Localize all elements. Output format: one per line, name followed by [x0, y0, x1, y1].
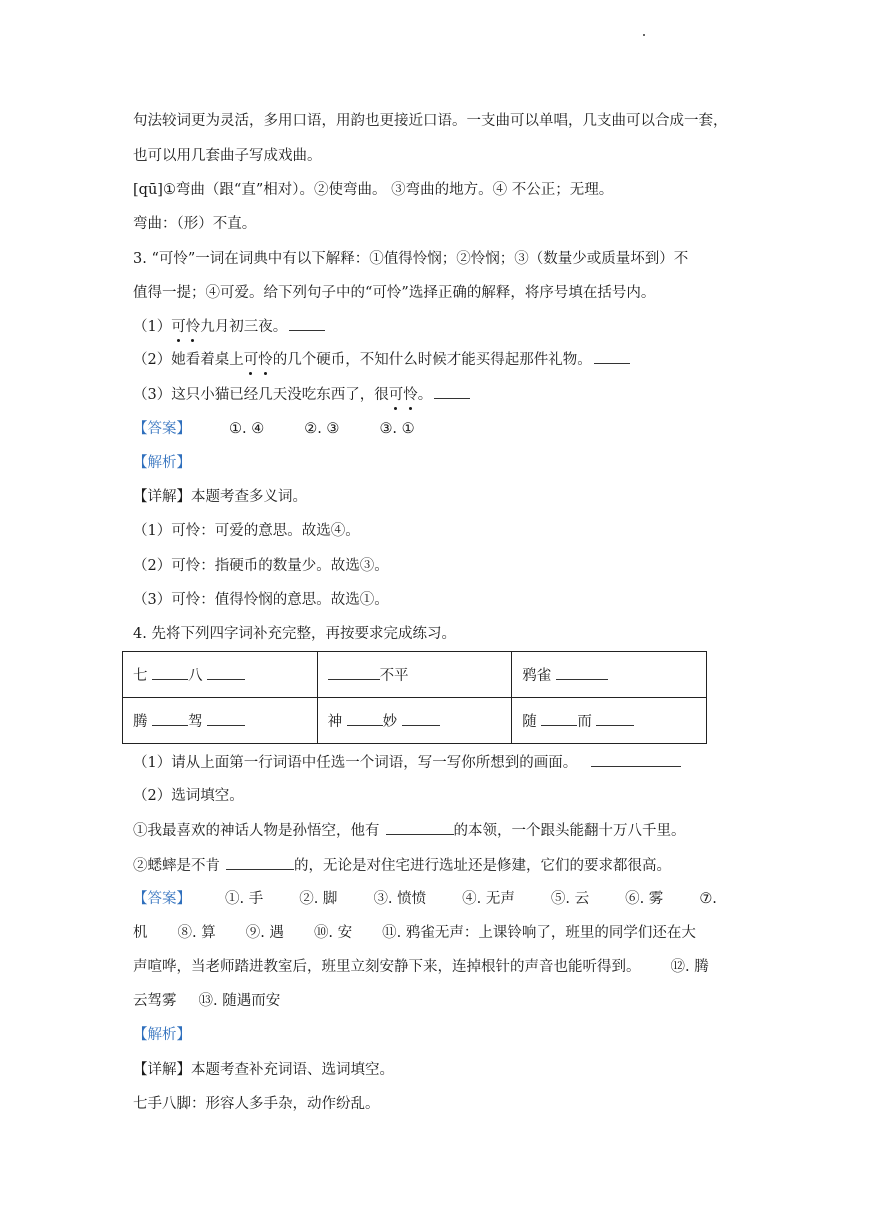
answer-item: ②. ③	[304, 421, 340, 437]
answer-blank[interactable]	[226, 855, 294, 870]
answer-blank[interactable]	[541, 711, 577, 726]
qu-defs: ①弯曲（跟“直”相对）。②使弯曲。 ③弯曲的地方。④ 不公正；无理。	[162, 182, 614, 198]
q3-stem-1: 3. “可怜”一词在词典中有以下解释：①值得怜悯；②怜悯；③（数量少或质量坏到）不	[133, 251, 689, 267]
answer-blank[interactable]	[152, 711, 188, 726]
q3-analysis-label: 【解析】	[133, 455, 191, 471]
answer-blank[interactable]	[556, 665, 608, 680]
answer-blank[interactable]	[207, 711, 245, 726]
answer-label: 【答案】	[133, 421, 191, 437]
q4-answer-line-4: 云驾雾 ⑬. 随遇而安	[133, 993, 281, 1009]
q3-answer	[133, 419, 415, 439]
intro-line-1: 句法较词更为灵活，多用口语，用韵也更接近口语。一支曲可以单唱，几支曲可以合成一套，	[133, 113, 728, 129]
answer-item: ②. 脚	[299, 891, 338, 907]
q3-s2-suffix: 的几个硬币，不知什么时候才能买得起那件礼物。	[272, 352, 592, 368]
q4-detail: 【详解】本题考查补充词语、选词填空。	[133, 1062, 394, 1078]
answer-item: ⑦.	[699, 891, 717, 907]
answer-blank[interactable]	[207, 665, 245, 680]
table-row	[123, 652, 707, 698]
table-row	[123, 698, 707, 744]
q4-prompt-2: （2）选词填空。	[133, 788, 244, 804]
q4-answer-line-1	[133, 889, 717, 909]
answer-blank[interactable]	[402, 711, 440, 726]
answer-item: ④. 无声	[462, 891, 515, 907]
emphasis-char: 怜	[185, 319, 201, 335]
answer-label: 【答案】	[133, 891, 191, 907]
q4-fill-1: ①我最喜欢的神话人物是孙悟空，他有 的本领，一个跟头能翻十万八千里。	[133, 820, 686, 841]
answer-item: ⑧. 算	[177, 925, 216, 941]
answer-item: ③. ①	[379, 421, 415, 437]
answer-item: 机	[133, 925, 148, 941]
intro-line-2: 也可以用几套曲子写成戏曲。	[133, 148, 322, 164]
q3-sentence-1	[133, 316, 325, 337]
answer-item: ①. ④	[229, 421, 265, 437]
table-cell: 神 妙	[317, 698, 512, 744]
table-cell: 腾 驾	[123, 698, 318, 744]
q4-prompt-1: （1）请从上面第一行词语中任选一个词语，写一写你所想到的画面。	[133, 752, 681, 773]
table-cell: 随 而	[512, 698, 707, 744]
answer-blank[interactable]	[386, 820, 454, 835]
answer-item: ⑩. 安	[313, 925, 353, 941]
q3-s3-suffix: 。	[417, 387, 433, 403]
answer-blank[interactable]	[347, 711, 383, 726]
q3-sentence-2	[133, 349, 630, 370]
emphasis-char: 可	[243, 352, 259, 368]
answer-blank[interactable]	[594, 349, 630, 364]
wanqu-definition: 弯曲：（形）不直。	[133, 216, 257, 232]
answer-blank[interactable]	[152, 665, 188, 680]
answer-blank[interactable]	[328, 665, 380, 680]
q3-s1-suffix: 九月初三夜。	[200, 319, 288, 335]
q4-analysis-label: 【解析】	[133, 1027, 191, 1043]
q3-detail: 【详解】本题考查多义词。	[133, 489, 307, 505]
q3-explain-1: （1）可怜：可爱的意思。故选④。	[133, 523, 360, 539]
q4-answer-line-3: 声喧哗，当老师踏进教室后，班里立刻安静下来，连掉根针的声音也能听得到。 ⑫. 腾	[133, 959, 709, 975]
q4-fill-2: ②蟋蟀是不肯 的，无论是对住宅进行选址还是修建，它们的要求都很高。	[133, 855, 671, 876]
q4-explain-1: 七手八脚：形容人多手杂，动作纷乱。	[133, 1096, 380, 1112]
q3-stem-2: 值得一提；④可爱。给下列句子中的“可怜”选择正确的解释，将序号填在括号内。	[133, 285, 656, 301]
answer-item: ⑨. 遇	[245, 925, 284, 941]
answer-item: ①. 手	[225, 891, 264, 907]
answer-item: ⑥. 雾	[625, 891, 664, 907]
q3-explain-2: （2）可怜：指硬币的数量少。故选③。	[133, 558, 389, 574]
emphasis-char: 可	[388, 387, 404, 403]
emphasis-char: 怜	[258, 352, 273, 368]
emphasis-char: 可	[171, 319, 186, 335]
q3-s1-prefix: （1）	[133, 319, 172, 335]
table-cell: 七 八	[123, 652, 318, 698]
page-mark-dot	[643, 34, 645, 36]
q3-explain-3: （3）可怜：值得怜悯的意思。故选①。	[133, 592, 389, 608]
q4-stem: 4. 先将下列四字词补充完整，再按要求完成练习。	[133, 626, 456, 642]
answer-blank[interactable]	[591, 752, 681, 767]
q3-s3-prefix: （3）这只小猫已经几天没吃东西了，很	[133, 387, 389, 403]
answer-item: ⑤. 云	[550, 891, 590, 907]
answer-blank[interactable]	[289, 316, 325, 331]
emphasis-char: 怜	[403, 387, 418, 403]
answer-item: ③. 愤愤	[373, 891, 427, 907]
qu-definition	[133, 180, 613, 200]
answer-item: ⑪. 鸦雀无声：上课铃响了，班里的同学们还在大	[382, 925, 696, 941]
idiom-table	[122, 651, 707, 744]
table-cell: 鸦雀	[512, 652, 707, 698]
q3-sentence-3	[133, 384, 470, 405]
q3-s2-prefix: （2）她看着桌上	[133, 352, 244, 368]
answer-blank[interactable]	[434, 384, 470, 399]
table-cell: 不平	[317, 652, 512, 698]
q4-answer-line-2	[133, 923, 696, 943]
qu-pinyin: [qū]	[133, 182, 163, 198]
answer-blank[interactable]	[596, 711, 634, 726]
